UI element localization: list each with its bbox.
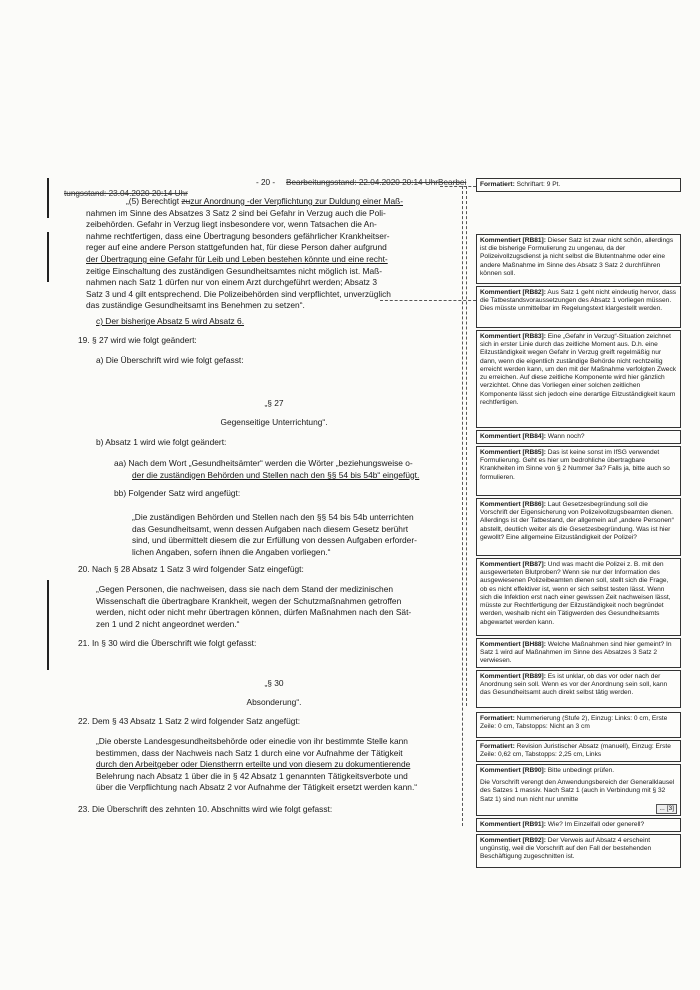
change-bar bbox=[47, 178, 49, 218]
comment-box[interactable]: Kommentiert [RB83]: Eine „Gefahr in Verzug“-Situation zeichnet sich in erster Linie durch das zeitliche Moment aus. D.h. eine Eilzuständigkeit wegen Gefahr in Verzug greift regelmäßig nur dann, wenn die eigentlich zuständige Behörde nicht rechtzeitig erreicht werden kann, um den mit der Maßnahme verfolgten Zweck zu erreichen. Auf diese zeitliche Komponente wird hier gänzlich verzichtet. Ohne das Vorliegen einer solchen zeitlichen Komponente lässt sich jedoch eine derartige Eilzuständigkeit kaum rechtfertigen. bbox=[476, 330, 681, 428]
comment-box[interactable]: Kommentiert [RB81]: Dieser Satz ist zwar nicht schön, allerdings ist die bisherige Formulierung zu ungenau, da der Polizeivollzugsdienst ja nicht selbst die Blutentnahme oder eine andere Maßnahme im Sinne des Absatz 3 Satz 2 durchführen können soll. bbox=[476, 234, 681, 284]
comment-box[interactable]: Kommentiert [RB89]: Es ist unklar, ob das vor oder nach der Anordnung sein soll. Wenn es vor der Anordnung sein soll, kann das Gesundheitsamt auch direkt selbst tätig werden. bbox=[476, 670, 681, 708]
overflow-marker[interactable]: ... [3] bbox=[656, 804, 677, 814]
comment-box[interactable]: Formatiert: Revision Juristischer Absatz (manuell), Einzug: Erste Zeile: 0,62 cm, Tabstopps: 2,25 cm, Links bbox=[476, 740, 681, 762]
page-number: - 20 - bbox=[256, 178, 276, 187]
change-bar bbox=[47, 580, 49, 670]
header-right: Bearbeitungsstand: 22.04.2020 20:14 UhrBearbei bbox=[286, 178, 467, 187]
comment-box[interactable]: Kommentiert [BH88]: Welche Maßnahmen sind hier gemeint? In Satz 1 wird auf Maßnahmen im Sinne des Absatzes 3 Satz 2 verwiesen. bbox=[476, 638, 681, 668]
comment-leader bbox=[440, 186, 476, 187]
section-27: „§ 27 bbox=[264, 398, 284, 408]
header-left: tungsstand: 23.04.2020 20:14 Uhr bbox=[64, 189, 188, 198]
item-aa: aa) Nach dem Wort „Gesundheitsämter“ werden die Wörter „beziehungsweise o- der die zuständigen Behörden und Stellen nach den §§ 54 bis 54b“ eingefügt. bbox=[114, 458, 420, 480]
section-30: „§ 30 bbox=[264, 678, 284, 688]
paragraph-5: „(5) Berechtigt zuzur Anordnung -der Verpflichtung zur Duldung einer Maß- nahmen im Sinne des Absatzes 3 Satz 2 sind bei Gefahr in Verzug auch die Poli- zeibehörden. Gefahr in Verzug liegt insbesondere vor, wenn Tatsachen die An- nahme rechtfertigen, dass eine Übertragung besonders gefährlicher Krankheitser- reger auf eine andere Person stattgefunden hat, für diese Person daher aufgrund der Übertragung eine Gefahr für Leib und Leben bestehen könnte und eine recht- zeitige Einschaltung des zuständigen Gesundheitsamtes nicht möglich ist. Maß- nahmen nach Satz 1 dürfen nur von einem Arzt durchgeführt werden; Absatz 3 Satz 3 und 4 gilt entsprechend. Die Polizeibehörden sind verpflichtet, unverzüglich das zuständige Gesundheitsamt ins Benehmen zu setzen“. bbox=[86, 196, 404, 311]
item-23: 23. Die Überschrift des zehnten 10. Abschnitts wird wie folgt gefasst: bbox=[78, 804, 333, 814]
comment-leader bbox=[466, 186, 467, 706]
comment-box[interactable]: Kommentiert [RB90]: Bitte unbedingt prüfen. Die Vorschrift verengt den Anwendungsbereich der Generalklausel des Satzes 1 massiv. Nach Satz 1 (auch in Verbindung mit § 32 Satz 1) sind nun nicht nur unmitte ... [3] bbox=[476, 764, 681, 816]
comment-box[interactable]: Kommentiert [RB91]: Wie? Im Einzelfall oder generell? bbox=[476, 818, 681, 832]
item-21: 21. In § 30 wird die Überschrift wie folgt gefasst: bbox=[78, 638, 257, 648]
quote-20: „Gegen Personen, die nachweisen, dass sie nach dem Stand der medizinischen Wissenschaft die übertragbare Krankheit, wegen der Schutzmaßnahmen getroffen werden, nicht oder nicht mehr übertragen können, dürfen Maßnahmen nach den Sät- zen 1 und 2 nicht angeordnet werden.“ bbox=[96, 584, 412, 629]
comment-leader bbox=[462, 186, 463, 826]
quote-bb: „Die zuständigen Behörden und Stellen nach den §§ 54 bis 54b unterrichten das Gesundheitsamt, wenn dessen Aufgaben nach diesem Gesetz berührt sind, und übermittelt diesem die zur Erfüllung von dessen Aufgaben erforder- lichen Angaben, sofern ihnen die Angaben vorliegen.“ bbox=[132, 512, 417, 557]
change-bar bbox=[47, 232, 49, 282]
comment-box[interactable]: Kommentiert [RB85]: Das ist keine sonst im IfSG verwendet Formulierung. Geht es hier um bedrohliche übertragbare Krankheiten im Sinne von § 2 Nummer 3a? Falls ja, bitte auch so formulieren. bbox=[476, 446, 681, 496]
item-19: 19. § 27 wird wie folgt geändert: bbox=[78, 335, 197, 345]
section-30-title: Absonderung“. bbox=[246, 697, 302, 707]
item-19a: a) Die Überschrift wird wie folgt gefasst: bbox=[96, 355, 244, 365]
item-19b: b) Absatz 1 wird wie folgt geändert: bbox=[96, 437, 227, 447]
item-20: 20. Nach § 28 Absatz 1 Satz 3 wird folgender Satz eingefügt: bbox=[78, 564, 304, 574]
comment-box[interactable]: Kommentiert [RB87]: Und was macht die Polizei z. B. mit den ausgewerteten Blutproben? Wenn sie nur der Information des ausgewiesenen Polizeibeamten dienen soll, stellt sich die Frage, ob es nicht effektiver ist, wenn er sich selbst testen lässt. Wenn sich die Infektion erst nach einer gewissen Zeit nachweisen lässt, müsste zur Rechtfertigung der Eilzuständigkeit noch begründet werden, weshalb nicht ein Tätigwerden des Gesundheitsamts abgewartet werden kann. bbox=[476, 558, 681, 636]
comment-box[interactable]: Formatiert: Nummerierung (Stufe 2), Einzug: Links: 0 cm, Erste Zeile: 0 cm, Tabstopps: Nicht an 3 cm bbox=[476, 712, 681, 738]
comment-leader bbox=[380, 300, 476, 301]
comment-box[interactable]: Kommentiert [RB82]: Aus Satz 1 geht nicht eindeutig hervor, dass die Tatbestandsvoraussetzungen des Absatz 1 vorliegen müssen. Dies müsste unmittelbar im Regelungstext klargestellt werden. bbox=[476, 286, 681, 328]
comment-box[interactable]: Kommentiert [RB92]: Der Verweis auf Absatz 4 erscheint ungünstig, weil die Vorschrift auf den Fall der bestehenden Beschäftigung zugeschnitten ist. bbox=[476, 834, 681, 868]
comment-box[interactable]: Kommentiert [RB86]: Laut Gesetzesbegründung soll die Vorschrift der Eigensicherung von Polizeivollzugsbeamten dienen. Allerdings ist der Tatbestand, der allgemein auf „andere Personen“ abstellt, deutlich weiter als die Gesetzesbegründung. Was ist hier gewollt? Eine allgemeine Eilzuständigkeit der Polizei? bbox=[476, 498, 681, 556]
item-bb: bb) Folgender Satz wird angefügt: bbox=[114, 488, 241, 498]
section-27-title: Gegenseitige Unterrichtung“. bbox=[220, 417, 328, 427]
comment-box[interactable]: Formatiert: Schriftart: 9 Pt. bbox=[476, 178, 681, 192]
comment-box[interactable]: Kommentiert [RB84]: Wann noch? bbox=[476, 430, 681, 444]
item-22: 22. Dem § 43 Absatz 1 Satz 2 wird folgender Satz angefügt: bbox=[78, 716, 301, 726]
quote-22: „Die oberste Landesgesundheitsbehörde oder einedie von ihr bestimmte Stelle kann bestimmen, dass der Nachweis nach Satz 1 durch eine vor Aufnahme der Tätigkeit durch den Arbeitgeber oder Dienstherrn erteilte und von diesem zu dokumentierende Belehrung nach Absatz 1 über die in § 42 Absatz 1 genannten Tätigkeitsverbote und über die Verpflichtung nach Absatz 2 vor Aufnahme der Tätigkeit ersetzt werden kann.“ bbox=[96, 736, 418, 793]
item-c: c) Der bisherige Absatz 5 wird Absatz 6. bbox=[96, 316, 245, 326]
